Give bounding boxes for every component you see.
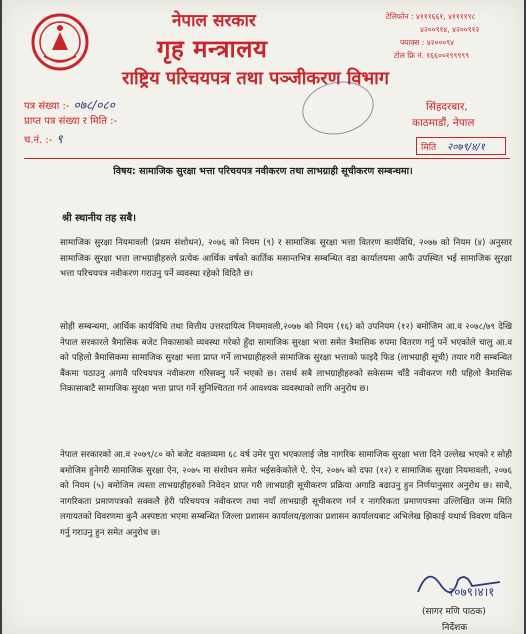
subject-line: विषय: सामाजिक सुरक्षा भत्ता परिचयपत्र नवीकरण तथा लाभग्राही सूचीकरण सम्बन्धमा।: [113, 166, 413, 177]
contact-block: [386, 10, 518, 62]
address-line1: सिंहदरबार,: [426, 101, 468, 113]
date-value: २०७९/४/१: [447, 142, 485, 153]
paragraph-1: सामाजिक सुरक्षा नियमावली (प्रथम संशोधन), २०७६ को नियम (९) र सामाजिक सुरक्षा भत्ता वितरण कार्यविधि, २०७७ को नियम (४) अनुसार सामाजिक सुरक्षा भत्ता लाभग्राहीहरुले प्रत्येक आर्थिक वर्षको कार्तिक मसान्तभित्र सम्बन्धित वडा कार्यालयमा आफैं उपस्थित भई सामाजिक सुरक्षा भत्ता परिचयपत्र नवीकरण गराउनु पर्ने व्यवस्था रहेको विदितै छ।: [60, 238, 512, 280]
date-box: [416, 137, 506, 155]
contact-fax: फ्याक्स : ४२०००९४: [400, 38, 455, 47]
nepal-emblem-icon: [30, 12, 90, 72]
government-name: नेपाल सरकार: [172, 11, 256, 31]
contact-phone-2: ४२००९१४, ४२००९१२: [420, 25, 480, 34]
ministry-name: गृह मन्त्रालय: [157, 35, 268, 63]
paragraph-3: नेपाल सरकारको आ.व २०७९/८० को बजेट वक्तव्यमा ६८ वर्ष उमेर पुरा भएकालाई जेष्ठ नागरिक सामाजिक सुरक्षा भत्ता दिने उल्लेख भएको र सोही बमोजिम हुनेगरी सामाजिक सुरक्षा ऐन, २०७५ मा संशोधन समेत भईसकेकोले ऐ. ऐन, २०७५ को दफा (१२) र सामाजिक सुरक्षा नियमावली, २०७६ को नियम (५) बमोजिम त्यस्ता लाभग्राहीहरुको निवेदन प्राप्त गरी लाभग्राही सूचीकरण प्रक्रिया अगाडि बढाउनु हुन निर्णयानुसार अनुरोध छ। साथै, नागरिकता प्रमाणपत्रको सक्कलै हेरी परिचयपत्र नवीकरण तथा नयाँ लाभग्राही सूचीकरण गर्न र नागरिकता प्रमाणपत्रमा उल्लिखित जन्म मिति लगायतको विवरणमा कुनै अस्पष्टता भएमा सम्बन्धित जिल्ला प्रशासन कार्यालय/इलाका प्रशासन कार्यालयबाट अभिलेख झिकाई यथार्थ विवरण यकिन गर्नु गराउनु हुन समेत अनुरोध छ।: [60, 450, 512, 538]
salutation: श्री स्थानीय तह सबै।: [62, 213, 136, 224]
dispatch-number: च.नं. :- ९: [24, 132, 63, 146]
paragraph-2: सोही सम्बन्धमा, आर्थिक कार्यविधि तथा वित्तीय उत्तरदायित्व नियमावली,२०७७ को नियम (१६) को उपनियम (१२) बमोजिम आ.व २०७८/७९ देखि नेपाल सरकारले त्रैमासिक बजेट निकासाको व्यवस्था गरेको हुँदा सामाजिक सुरक्षा भत्ता समेत त्रैमासिक रुपमा वितरण गर्नु पर्ने भएकोले चालु आ.व को पहिलो त्रैमासिकमा सामाजिक सुरक्षा भत्ता प्राप्त गर्ने लाभग्राहीहरुले सामाजिक सुरक्षा भत्ताको फाइदै फिड (लाभग्राही सूची) तयार गरी सम्बन्धित बैंकमा पठाउनु अगावै परिचयपत्र नवीकरण गरिसक्नु पर्ने भएको छ। तसर्थ सबै लाभग्राहीहरुको सकेसम्म चाँडै नवीकरण गरी पहिलो त्रैमासिक निकासाबाटै सामाजिक सुरक्षा भत्ता प्राप्त गर्ने सुनिश्चितता गर्न आवश्यक व्यवस्थाको लागि अनुरोध छ।: [60, 322, 512, 395]
received-ref: प्राप्त पत्र संख्या र मिति :-: [24, 116, 118, 127]
address-line2: काठमाडौं, नेपाल: [412, 117, 475, 129]
signature-icon: [414, 562, 504, 602]
signatory-title: निर्देशक: [442, 623, 468, 633]
contact-tollfree: टोल फ्रि नं. १६६००१९९९९९: [394, 51, 470, 60]
department-name: राष्ट्रिय परिचयपत्र तथा पञ्जीकरण विभाग: [122, 68, 389, 89]
letter-page: [2, 0, 524, 634]
ref-number: पत्र संख्या :- ०७८/०८०: [24, 98, 116, 112]
signatory-name: (सागर मणि पाठक): [422, 607, 486, 617]
header-divider: [24, 158, 510, 159]
contact-phone: टेलिफोन : ४१११६६१, ४११११९८: [386, 12, 476, 21]
date-label: मिति: [421, 143, 437, 153]
signature-handwriting: २०७९।४।१: [448, 585, 495, 599]
